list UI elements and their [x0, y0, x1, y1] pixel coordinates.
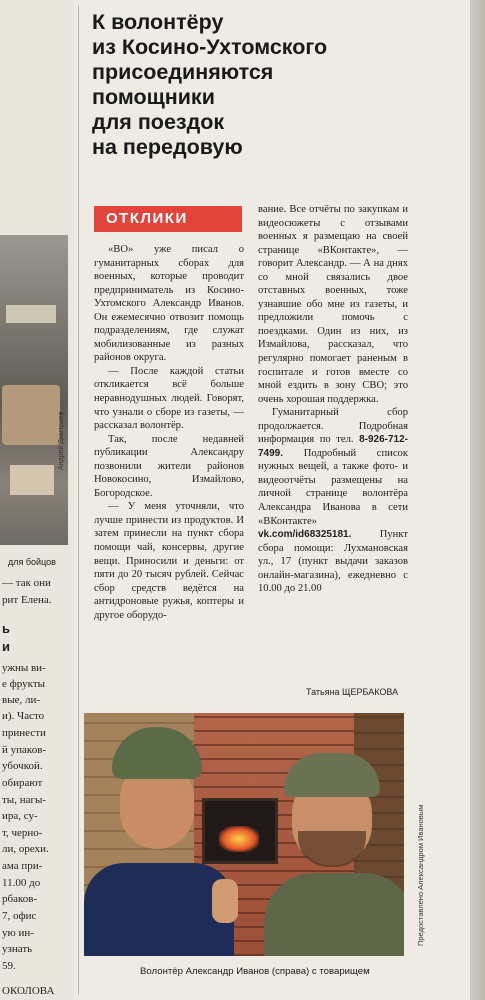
- paragraph: Так, после недавней публикации Александру позвонили жители районов Новокосино, Измайлово, Богородское.: [94, 433, 244, 499]
- left-photo-detail: [10, 465, 54, 495]
- vk-link: vk.com/id68325181.: [258, 529, 352, 541]
- left-column-fragment: убочкой.: [2, 760, 43, 772]
- left-photo-credit: Андрей Дмитриев: [58, 411, 65, 470]
- thumbs-up-hand: [212, 879, 238, 923]
- left-column-fragment: ОКОЛОВА: [2, 985, 55, 997]
- left-column-fragment: й упаков-: [2, 744, 47, 756]
- headline-line: К волонтёру: [92, 10, 224, 34]
- person-right-hat: [284, 753, 380, 797]
- paragraph: вание. Все отчёты по закупкам и видеосюжеты с отзывами военных я размещаю на своей странице «ВКонтакте», — говорит Александр. — А на днях со мной связались двое отставных военных, тоже узнавшие обо мне из газеты, и предложили помочь с поездками. Один из них, из Измайлова, рассказал, что регулярно помогает раненым в госпитале и готов вместе со мной ездить в зону СВО; это очень хорошая поддержка.: [258, 204, 408, 405]
- paragraph: — У меня уточняли, что лучше принести из продуктов. И затем принесли на пункт сбора помощи чай, консервы, другие вещи. Приносили и деньги: от пяти до 20 тысяч рублей. Сейчас сбор средств ведётся на антидроновые ружья, коптеры и другое оборудо-: [94, 501, 244, 621]
- left-column-fragment: ты, нагы-: [2, 794, 47, 806]
- headline-line: из Косино-Ухтомского: [92, 35, 328, 59]
- article-column-2: [258, 203, 408, 596]
- page-edge: [470, 0, 485, 1000]
- left-column-fragment: 7, офис: [2, 910, 37, 922]
- paragraph: [258, 406, 408, 596]
- left-column-fragment: — так они: [2, 577, 51, 589]
- left-column-fragment: е фрукты: [2, 678, 46, 690]
- paragraph: — После каждой статьи откликается всё больше неравнодушных людей. Говорят, что узнали о сборе из газеты, — рассказал волонтёр.: [94, 365, 244, 432]
- left-column-fragment: принести: [2, 727, 46, 739]
- article-photo: [84, 713, 404, 956]
- rubric-badge: ОТКЛИКИ: [94, 206, 242, 232]
- left-photo: [0, 235, 68, 545]
- left-photo-detail: [2, 385, 60, 445]
- article-headline: [92, 10, 452, 160]
- column-divider: [78, 5, 79, 995]
- left-column-fragment: и: [2, 639, 10, 654]
- paragraph-text: Гуманитарный сбор продолжается. Подробная информация по тел.: [258, 407, 408, 446]
- left-column-fragment: узнать: [2, 943, 33, 955]
- left-column-fragment: ира, су-: [2, 810, 38, 822]
- left-column-fragment: т, черно-: [2, 827, 43, 839]
- left-column-fragment: ли, орехи.: [2, 843, 49, 855]
- photo-caption: Волонтёр Александр Иванов (справа) с товарищем: [140, 966, 370, 977]
- left-column-fragment: обирают: [2, 777, 43, 789]
- photo-credit: Предоставлено Александром Ивановым: [416, 804, 425, 946]
- left-column-fragment: и). Часто: [2, 710, 45, 722]
- headline-line: помощники: [92, 85, 215, 109]
- phone-number: 8-926-712-7499.: [258, 434, 408, 459]
- person-right: [264, 873, 404, 956]
- left-column-fragment: ь: [2, 621, 10, 636]
- left-column-fragment: вые, ли-: [2, 694, 41, 706]
- photo-fire: [219, 826, 259, 852]
- left-column-fragment: рит Елена.: [2, 594, 52, 606]
- left-column-fragment: 11.00 до: [2, 877, 41, 889]
- paragraph-text: Пункт сбора помощи: Лухмановская ул., 17 (пункт выдачи заказов онлайн-магазина), ежедневно с 10.00 до 21.00: [258, 529, 408, 595]
- headline-line: присоединяются: [92, 60, 274, 84]
- photo-stove: [202, 798, 278, 864]
- left-column-fragment: 59.: [2, 960, 16, 972]
- author-byline: Татьяна ЩЕРБАКОВА: [306, 687, 399, 697]
- article-column-1: [94, 243, 244, 622]
- left-photo-caption: для бойцов: [8, 557, 56, 567]
- left-photo-detail: [6, 305, 56, 323]
- left-column-fragment: ама при-: [2, 860, 43, 872]
- headline-line: на передовую: [92, 135, 243, 159]
- paragraph-text: Подробный список нужных вещей, а также фото- и видеоотчёты размещены на личной странице волонтёра Александра Иванова в сети «ВКонтакте»: [258, 447, 408, 527]
- paragraph: «ВО» уже писал о гуманитарных сборах для военных, которые проводит предприниматель из Косино-Ухтомского Александр Иванов. Он ежемесячно отвозит помощь подразделениям, где служат мобилизованные из разных районов округа.: [94, 244, 244, 364]
- left-column-fragment: ую ин-: [2, 927, 34, 939]
- left-column-fragment: рбаков-: [2, 893, 38, 905]
- left-column-fragment: ужны ви-: [2, 662, 46, 674]
- headline-line: для поездок: [92, 110, 225, 134]
- left-column: [0, 0, 74, 1000]
